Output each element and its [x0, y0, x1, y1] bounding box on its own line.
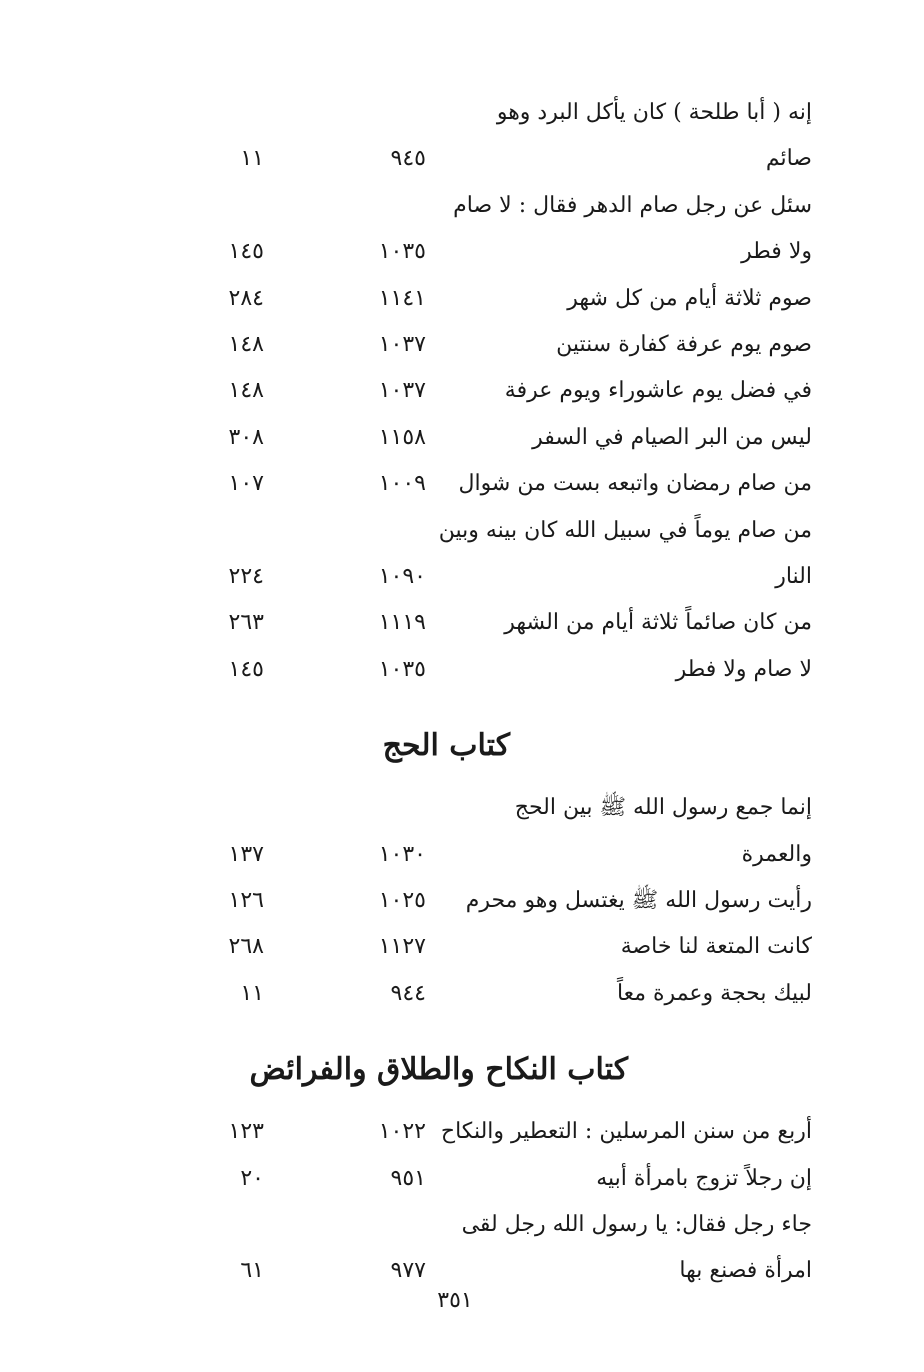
entry-page-number: ١٠٧ — [228, 471, 264, 497]
entry-text: رأيت رسول الله ﷺ يغتسل وهو محرم — [465, 888, 812, 913]
entry-page-number: ١٣٧ — [228, 841, 264, 867]
entry-hadith-number: ١١٥٨ — [378, 424, 426, 450]
entry-page-number: ٢٠ — [240, 1165, 264, 1191]
entry-hadith-number: ١١٤١ — [378, 285, 426, 311]
entry-page-number: ١٤٨ — [228, 332, 264, 357]
entry-text: جاء رجل فقال: يا رسول الله رجل لقى — [461, 1212, 812, 1237]
entry-text: صائم — [765, 146, 812, 172]
entry-text: من كان صائماً ثلاثة أيام من الشهر — [504, 610, 812, 636]
entry-hadith-number: ١٠٢٢ — [378, 1119, 426, 1145]
entry-page-number: ١٢٣ — [228, 1119, 264, 1145]
entry-page-number: ٢٦٣ — [228, 610, 264, 636]
entry-text: صوم ثلاثة أيام من كل شهر — [567, 285, 812, 311]
entry-hadith-number: ١٠٣٠ — [378, 841, 426, 867]
entry-text: امرأة فصنع بها — [679, 1258, 812, 1284]
entry-page-number: ١٤٥ — [228, 239, 264, 265]
entry-text: من صام رمضان واتبعه بست من شوال — [458, 471, 812, 497]
entry-hadith-number: ٩٧٧ — [390, 1258, 426, 1284]
section-heading: كتاب النكاح والطلاق والفرائض — [249, 1052, 628, 1088]
entry-page-number: ٢٦٨ — [228, 934, 264, 960]
entry-page-number: ١١ — [240, 146, 264, 172]
entry-text: إنه ( أبا طلحة ) كان يأكل البرد وهو — [496, 100, 812, 125]
entry-text: من صام يوماً في سبيل الله كان بينه وبين — [438, 517, 812, 543]
entry-text: سئل عن رجل صام الدهر فقال : لا صام — [453, 192, 812, 218]
entry-text: إنما جمع رسول الله ﷺ بين الحج — [514, 795, 812, 821]
section-heading: كتاب الحج — [382, 728, 510, 764]
entry-hadith-number: ١٠٣٥ — [378, 239, 426, 265]
entry-hadith-number: ١٠٠٩ — [378, 471, 426, 497]
entry-text: ليس من البر الصيام في السفر — [532, 424, 812, 450]
entry-hadith-number: ٩٤٤ — [390, 980, 426, 1006]
entry-hadith-number: ١٠٣٧ — [378, 378, 426, 404]
entry-hadith-number: ٩٥١ — [390, 1165, 426, 1191]
entry-hadith-number: ١٠٩٠ — [378, 564, 426, 589]
page-number: ٣٥١ — [437, 1288, 473, 1313]
entry-text: والعمرة — [741, 841, 812, 867]
entry-text: كانت المتعة لنا خاصة — [620, 934, 812, 960]
entry-text: ولا فطر — [741, 239, 812, 265]
entry-hadith-number: ١٠٢٥ — [378, 888, 426, 913]
entry-text: صوم يوم عرفة كفارة سنتين — [556, 332, 812, 357]
entry-text: في فضل يوم عاشوراء ويوم عرفة — [504, 378, 812, 404]
entry-page-number: ١١ — [240, 980, 264, 1006]
entry-hadith-number: ١٠٣٧ — [378, 332, 426, 357]
entry-text: لا صام ولا فطر — [675, 656, 812, 682]
entry-hadith-number: ٩٤٥ — [390, 146, 426, 172]
entry-text: أربع من سنن المرسلين : التعطير والنكاح — [440, 1119, 812, 1145]
entry-page-number: ٦١ — [240, 1258, 264, 1284]
entry-page-number: ١٤٥ — [228, 656, 264, 682]
entry-text: إن رجلاً تزوج بامرأة أبيه — [596, 1165, 812, 1191]
entry-page-number: ١٢٦ — [228, 888, 264, 913]
entry-page-number: ١٤٨ — [228, 378, 264, 404]
entry-page-number: ٢٨٤ — [228, 285, 264, 311]
entry-hadith-number: ١١٢٧ — [378, 934, 426, 960]
entry-hadith-number: ١٠٣٥ — [378, 656, 426, 682]
entry-text: النار — [775, 564, 812, 589]
entry-hadith-number: ١١١٩ — [378, 610, 426, 636]
entry-page-number: ٢٢٤ — [228, 564, 264, 589]
entry-page-number: ٣٠٨ — [228, 424, 264, 450]
entry-text: لبيك بحجة وعمرة معاً — [616, 980, 812, 1006]
